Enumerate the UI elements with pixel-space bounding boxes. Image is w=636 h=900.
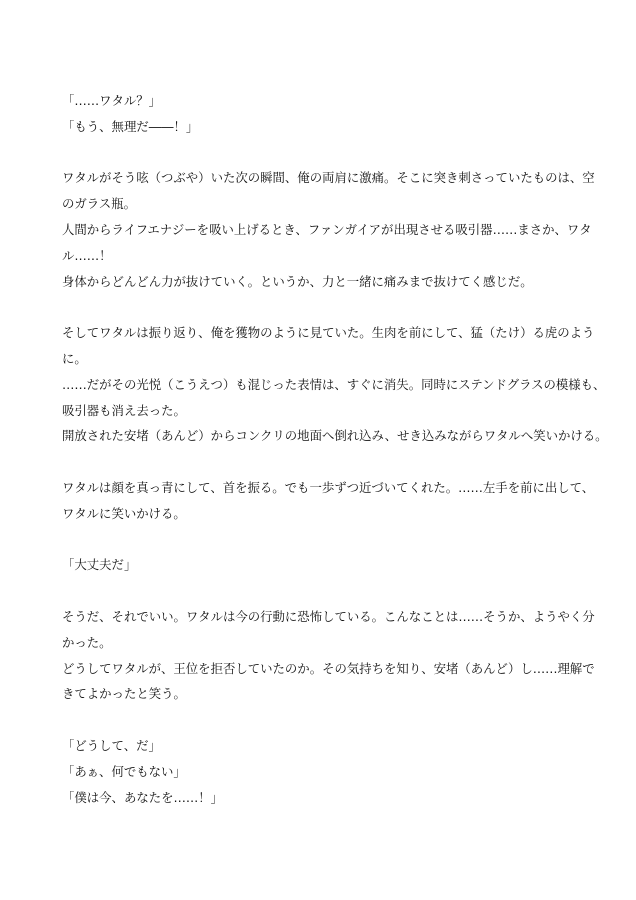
text-line: きてよかったと笑う。 [62,686,186,702]
text-line: 人間からライフエナジーを吸い上げるとき、ファンガイアが出現させる吸引器……まさか、ワタ [62,221,592,237]
text-line: 「僕は今、あなたを……！」 [62,789,224,805]
text-line: 「もう、無理だ――！」 [62,118,199,134]
text-line: 開放された安堵（あんど）からコンクリの地面へ倒れ込み、せき込みながらワタルへ笑いかける。 [62,428,608,444]
blank-line [62,140,582,166]
blank-line [62,578,582,604]
blank-line [62,294,582,320]
text-line: 「……ワタル？」 [62,93,162,108]
text-line: ル……！ [62,247,112,263]
novel-text-body [62,88,608,810]
blank-line [62,707,582,733]
text-line: 「どうして、だ」 [62,737,161,753]
text-line: 「あぁ、何でもない」 [62,763,186,779]
blank-line [62,449,582,475]
text-line: ワタルに笑いかける。 [62,505,186,521]
text-line: に。 [62,350,87,366]
text-line: ワタルは顔を真っ青にして、首を振る。でも一歩ずつ近づいてくれた。……左手を前に出して、 [62,479,595,495]
text-line: 身体からどんどん力が抜けていく。というか、力と一緒に痛みまで抜けてく感じだ。 [62,273,533,289]
text-line: そしてワタルは振り返り、俺を獲物のように見ていた。生肉を前にして、猛（たけ）る虎のよう [62,325,595,341]
text-line: ワタルがそう呟（つぶや）いた次の瞬間、俺の両肩に激痛。そこに突き刺さっていたものは、空 [62,170,595,186]
text-line: のガラス瓶。 [62,196,136,212]
text-line: 吸引器も消え去った。 [62,402,186,418]
text-line: ……だがその光悦（こうえつ）も混じった表情は、すぐに消失。同時にステンドグラスの模様も、 [62,376,606,392]
text-line: どうしてワタルが、王位を拒否していたのか。その気持ちを知り、安堵（あんど）し……理解で [62,660,595,676]
blank-line [62,527,582,553]
text-line: かった。 [62,634,112,650]
text-line: そうだ、それでいい。ワタルは今の行動に恐怖している。こんなことは……そうか、ようやく分 [62,608,595,624]
text-line: 「大丈夫だ」 [62,557,137,573]
